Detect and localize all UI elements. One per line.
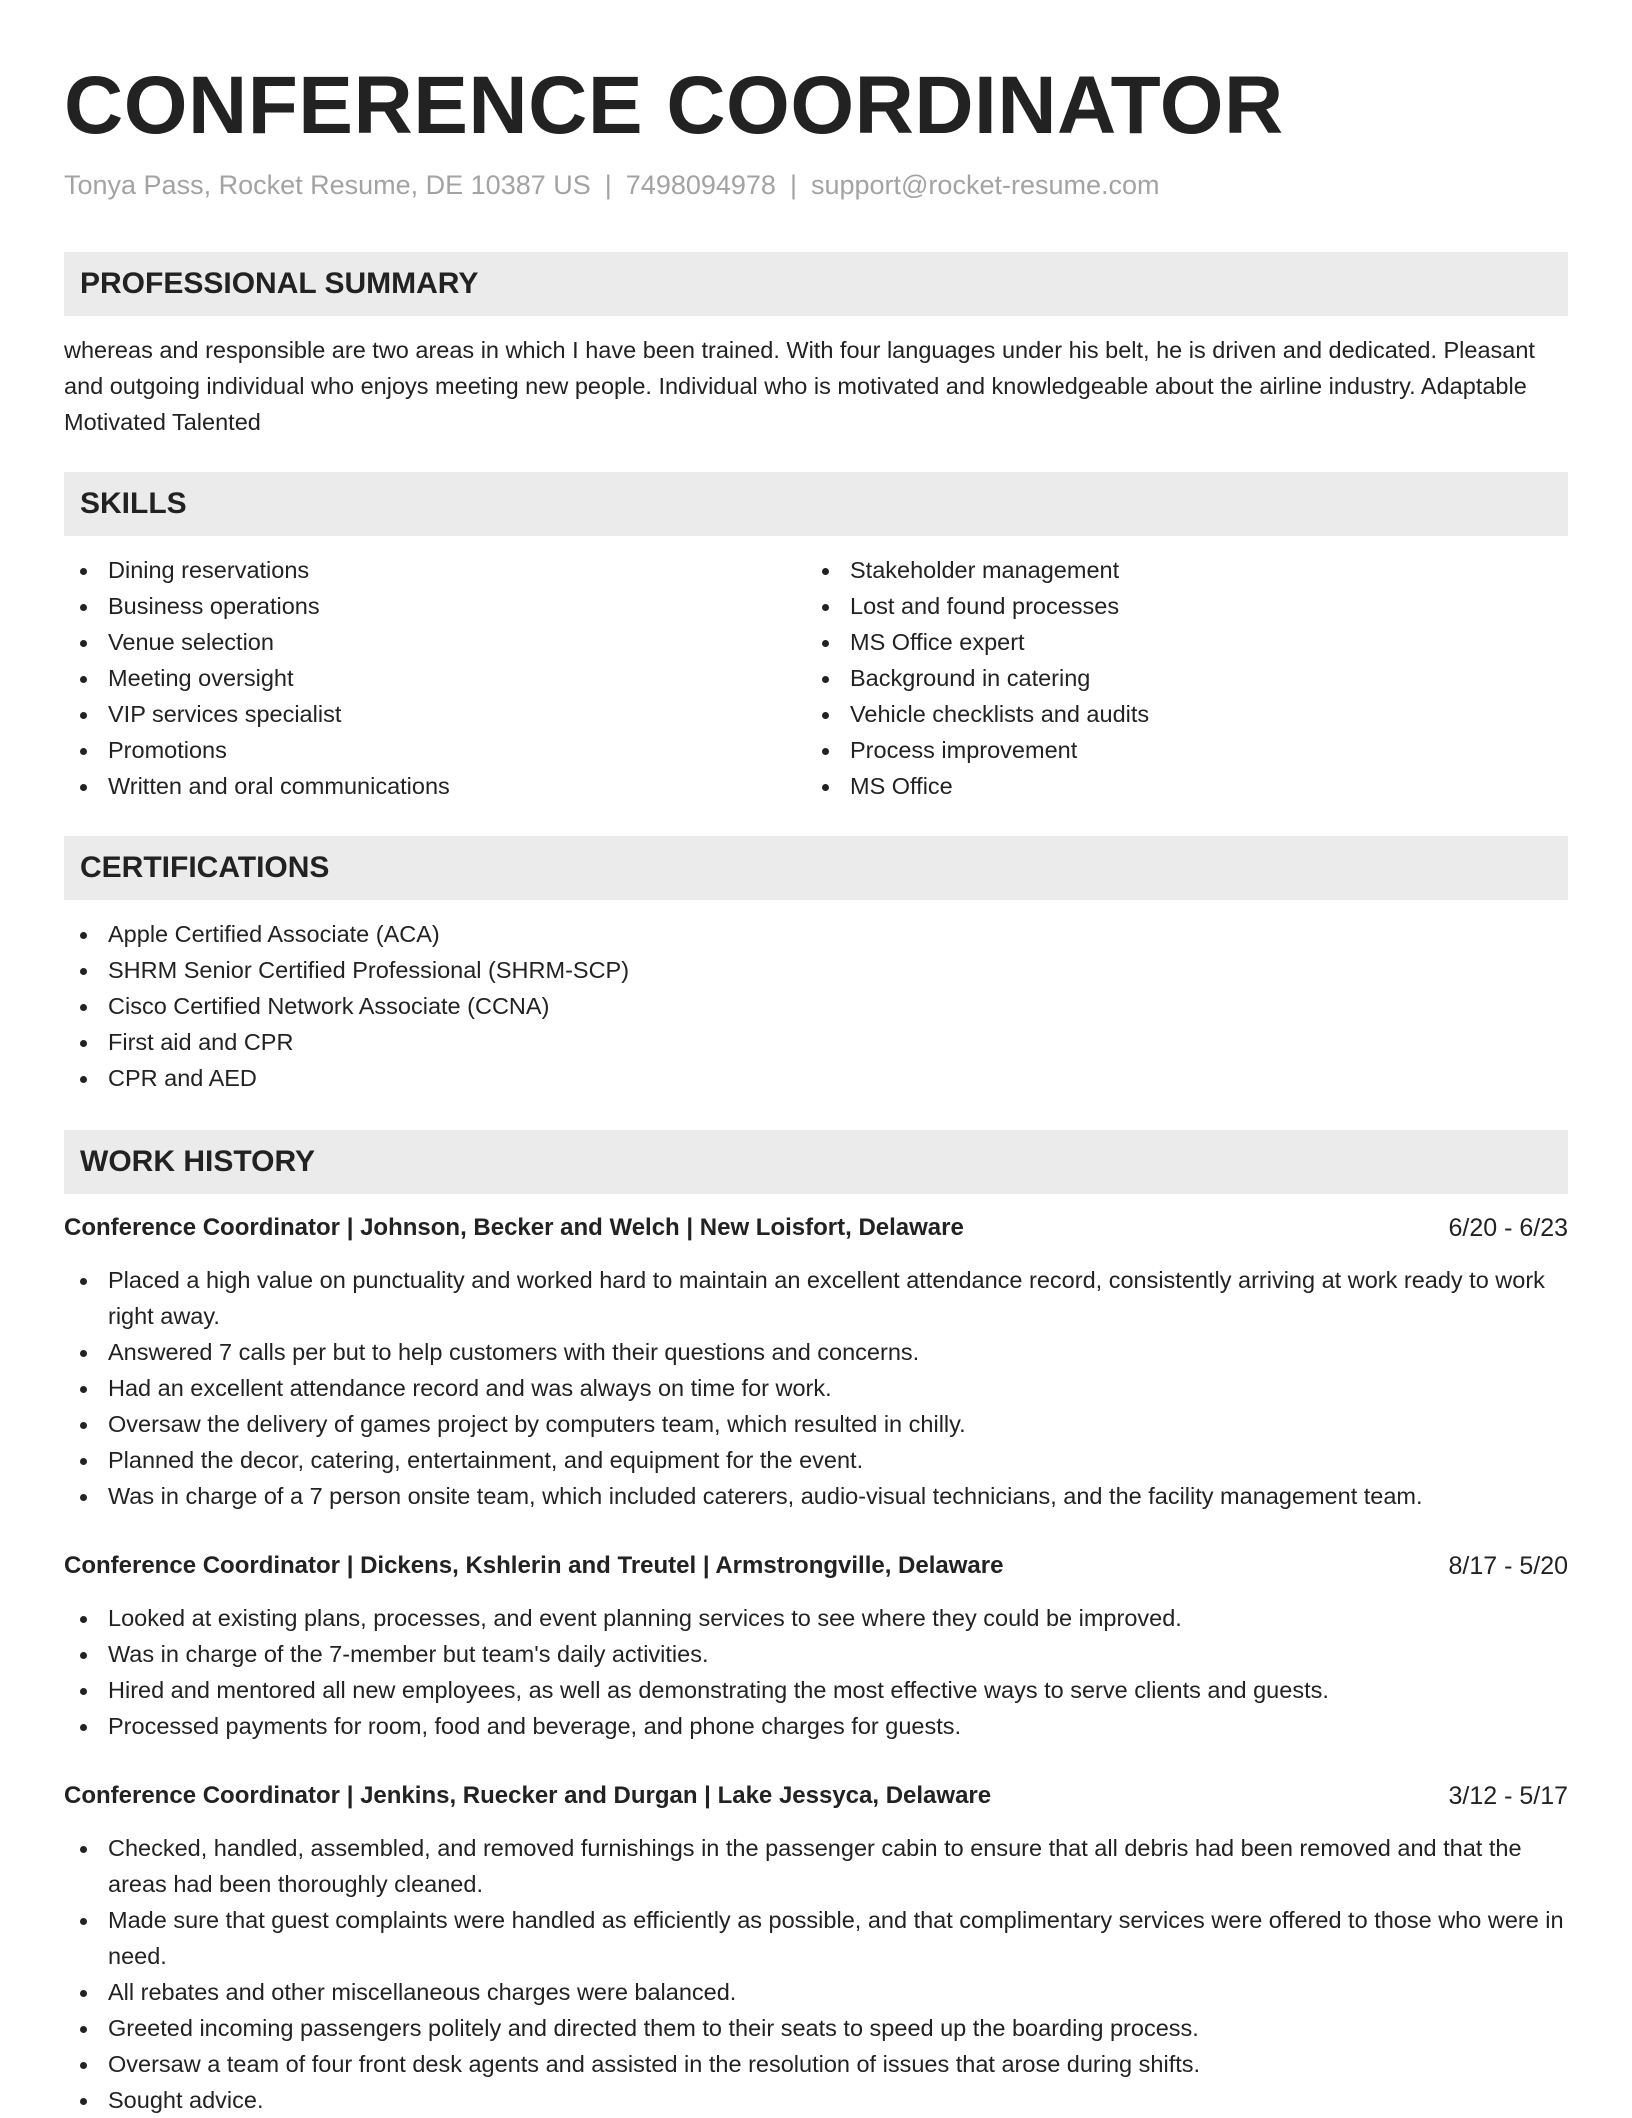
job-header bbox=[64, 1778, 1568, 1814]
job-title: Conference Coordinator | Johnson, Becker and Welch | New Loisfort, Delaware bbox=[64, 1214, 964, 1241]
job-header bbox=[64, 1210, 1568, 1246]
skill-item: Meeting oversight bbox=[64, 660, 806, 696]
contact-address: Tonya Pass, Rocket Resume, DE 10387 US bbox=[64, 170, 591, 200]
contact-phone: 7498094978 bbox=[625, 170, 776, 200]
job-bullet: Made sure that guest complaints were handled as efficiently as possible, and that complimentary services were offered to those who were in need. bbox=[64, 1902, 1568, 1974]
job-bullet: Greeted incoming passengers politely and directed them to their seats to speed up the boarding process. bbox=[64, 2010, 1568, 2046]
job-bullet: All rebates and other miscellaneous charges were balanced. bbox=[64, 1974, 1568, 2010]
job-bullet: Planned the decor, catering, entertainment, and equipment for the event. bbox=[64, 1442, 1568, 1478]
certifications-list bbox=[64, 916, 1568, 1096]
job-bullet: Was in charge of a 7 person onsite team, which included caterers, audio-visual technicians, and the facility management team. bbox=[64, 1478, 1568, 1514]
job-entry bbox=[64, 1210, 1568, 1514]
skills-list-left bbox=[64, 552, 806, 804]
job-bullet: Sought advice. bbox=[64, 2082, 1568, 2118]
contact-email: support@rocket-resume.com bbox=[810, 170, 1160, 200]
job-entry bbox=[64, 1778, 1568, 2118]
skill-item: VIP services specialist bbox=[64, 696, 806, 732]
certification-item: Cisco Certified Network Associate (CCNA) bbox=[64, 988, 1568, 1024]
summary-text: whereas and responsible are two areas in which I have been trained. With four languages under his belt, he is driven and dedicated. Pleasant and outgoing individual who enjoys meeting new people. Individual who is motivated and knowledgeable about the airline industry. Adaptable Motivated Talented bbox=[64, 337, 1535, 435]
job-bullet: Looked at existing plans, processes, and event planning services to see where they could be improved. bbox=[64, 1600, 1568, 1636]
skill-item: Written and oral communications bbox=[64, 768, 806, 804]
section-heading-certifications: CERTIFICATIONS bbox=[64, 836, 1568, 900]
skill-item: Process improvement bbox=[806, 732, 1548, 768]
skill-item: Vehicle checklists and audits bbox=[806, 696, 1548, 732]
job-dates: 3/12 - 5/17 bbox=[1448, 1782, 1568, 1810]
job-title: Conference Coordinator | Jenkins, Ruecker and Durgan | Lake Jessyca, Delaware bbox=[64, 1782, 992, 1809]
job-bullet: Had an excellent attendance record and was always on time for work. bbox=[64, 1370, 1568, 1406]
job-header bbox=[64, 1548, 1568, 1584]
section-heading-work-history: WORK HISTORY bbox=[64, 1130, 1568, 1194]
job-title: Conference Coordinator | Dickens, Kshlerin and Treutel | Armstrongville, Delaware bbox=[64, 1552, 1004, 1579]
certification-item: SHRM Senior Certified Professional (SHRM-SCP) bbox=[64, 952, 1568, 988]
job-bullet: Was in charge of the 7-member but team's daily activities. bbox=[64, 1636, 1568, 1672]
certification-item: Apple Certified Associate (ACA) bbox=[64, 916, 1568, 952]
resume-content bbox=[64, 0, 1568, 2118]
contact-separator: | bbox=[604, 170, 612, 200]
skill-item: Dining reservations bbox=[64, 552, 806, 588]
contact-line bbox=[64, 168, 1568, 202]
job-bullet: Hired and mentored all new employees, as well as demonstrating the most effective ways to serve clients and guests. bbox=[64, 1672, 1568, 1708]
skill-item: Background in catering bbox=[806, 660, 1548, 696]
job-bullets bbox=[64, 1600, 1568, 1744]
skill-item: Promotions bbox=[64, 732, 806, 768]
skill-item: Venue selection bbox=[64, 624, 806, 660]
job-bullet: Checked, handled, assembled, and removed furnishings in the passenger cabin to ensure that all debris had been removed and that the areas had been thoroughly cleaned. bbox=[64, 1830, 1568, 1902]
skills-columns bbox=[64, 552, 1568, 804]
skills-list-right bbox=[806, 552, 1548, 804]
skill-item: MS Office bbox=[806, 768, 1548, 804]
section-heading-skills: SKILLS bbox=[64, 472, 1568, 536]
job-bullet: Placed a high value on punctuality and worked hard to maintain an excellent attendance record, consistently arriving at work ready to work right away. bbox=[64, 1262, 1568, 1334]
section-heading-summary: PROFESSIONAL SUMMARY bbox=[64, 252, 1568, 316]
certification-item: First aid and CPR bbox=[64, 1024, 1568, 1060]
job-bullets bbox=[64, 1262, 1568, 1514]
job-entry bbox=[64, 1548, 1568, 1744]
skill-item: Lost and found processes bbox=[806, 588, 1548, 624]
skill-item: MS Office expert bbox=[806, 624, 1548, 660]
job-bullet: Oversaw the delivery of games project by computers team, which resulted in chilly. bbox=[64, 1406, 1568, 1442]
resume-title: CONFERENCE COORDINATOR bbox=[64, 60, 1284, 151]
job-dates: 6/20 - 6/23 bbox=[1448, 1214, 1568, 1242]
job-bullet: Answered 7 calls per but to help customers with their questions and concerns. bbox=[64, 1334, 1568, 1370]
certification-item: CPR and AED bbox=[64, 1060, 1568, 1096]
job-bullet: Processed payments for room, food and beverage, and phone charges for guests. bbox=[64, 1708, 1568, 1744]
skill-item: Business operations bbox=[64, 588, 806, 624]
skill-item: Stakeholder management bbox=[806, 552, 1548, 588]
job-bullet: Oversaw a team of four front desk agents and assisted in the resolution of issues that arose during shifts. bbox=[64, 2046, 1568, 2082]
job-bullets bbox=[64, 1830, 1568, 2118]
job-dates: 8/17 - 5/20 bbox=[1448, 1552, 1568, 1580]
contact-separator: | bbox=[789, 170, 797, 200]
